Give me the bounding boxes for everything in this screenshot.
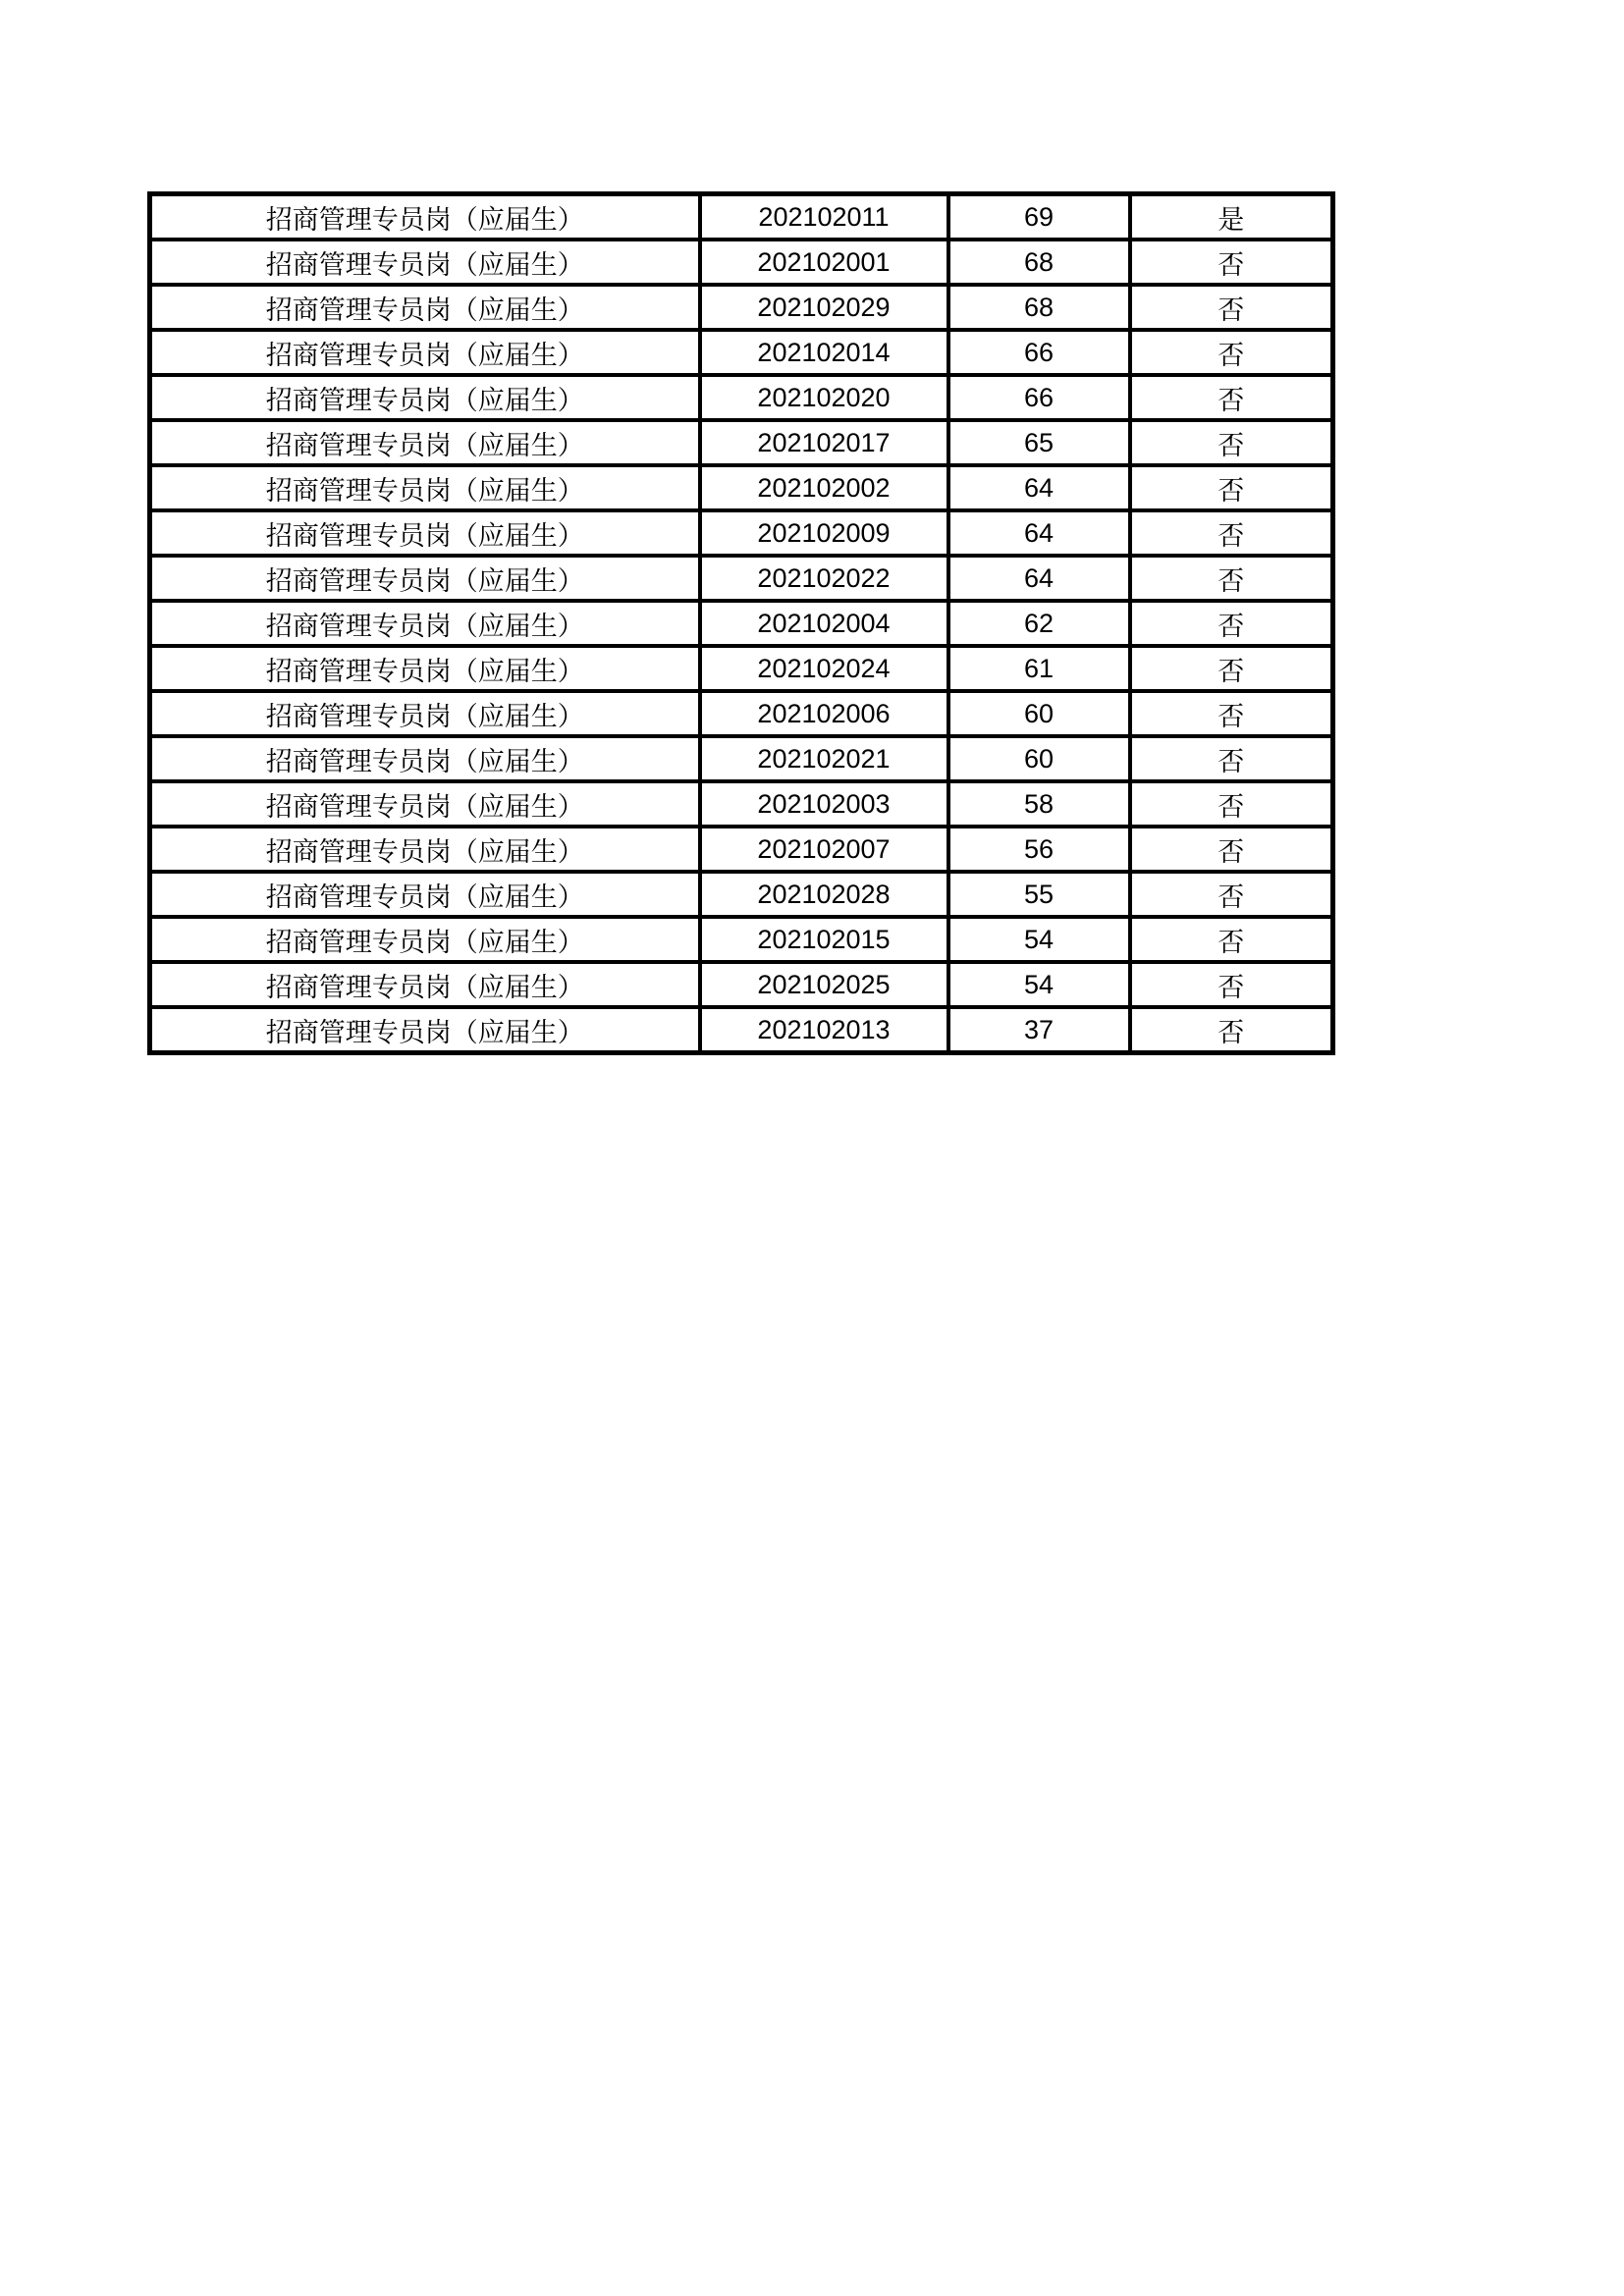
- table-row: [150, 330, 1333, 375]
- cell-score: 64: [948, 556, 1130, 601]
- cell-position: 招商管理专员岗（应届生）: [150, 240, 700, 285]
- cell-position: 招商管理专员岗（应届生）: [150, 691, 700, 736]
- cell-score: 54: [948, 917, 1130, 962]
- cell-position: 招商管理专员岗（应届生）: [150, 917, 700, 962]
- cell-flag: 否: [1130, 556, 1333, 601]
- cell-score: 55: [948, 872, 1130, 917]
- cell-candidate-id: 202102004: [700, 601, 948, 646]
- cell-flag: 是: [1130, 194, 1333, 240]
- cell-candidate-id: 202102029: [700, 285, 948, 330]
- cell-flag: 否: [1130, 240, 1333, 285]
- cell-candidate-id: 202102022: [700, 556, 948, 601]
- cell-flag: 否: [1130, 601, 1333, 646]
- table-row: [150, 962, 1333, 1007]
- table-row: [150, 601, 1333, 646]
- cell-score: 64: [948, 465, 1130, 510]
- table-row: [150, 420, 1333, 465]
- cell-flag: 否: [1130, 375, 1333, 420]
- cell-candidate-id: 202102025: [700, 962, 948, 1007]
- cell-position: 招商管理专员岗（应届生）: [150, 781, 700, 827]
- cell-flag: 否: [1130, 330, 1333, 375]
- cell-score: 64: [948, 510, 1130, 556]
- table-row: [150, 872, 1333, 917]
- cell-score: 54: [948, 962, 1130, 1007]
- table-row: [150, 646, 1333, 691]
- cell-flag: 否: [1130, 736, 1333, 781]
- cell-score: 69: [948, 194, 1130, 240]
- cell-position: 招商管理专员岗（应届生）: [150, 510, 700, 556]
- cell-candidate-id: 202102015: [700, 917, 948, 962]
- cell-position: 招商管理专员岗（应届生）: [150, 1007, 700, 1053]
- cell-candidate-id: 202102021: [700, 736, 948, 781]
- cell-score: 61: [948, 646, 1130, 691]
- cell-score: 56: [948, 827, 1130, 872]
- cell-candidate-id: 202102028: [700, 872, 948, 917]
- table-row: [150, 1007, 1333, 1053]
- cell-position: 招商管理专员岗（应届生）: [150, 330, 700, 375]
- cell-position: 招商管理专员岗（应届生）: [150, 646, 700, 691]
- cell-score: 62: [948, 601, 1130, 646]
- table-row: [150, 827, 1333, 872]
- cell-position: 招商管理专员岗（应届生）: [150, 736, 700, 781]
- cell-candidate-id: 202102011: [700, 194, 948, 240]
- cell-flag: 否: [1130, 646, 1333, 691]
- cell-position: 招商管理专员岗（应届生）: [150, 285, 700, 330]
- cell-score: 60: [948, 691, 1130, 736]
- cell-candidate-id: 202102024: [700, 646, 948, 691]
- cell-candidate-id: 202102020: [700, 375, 948, 420]
- cell-score: 60: [948, 736, 1130, 781]
- cell-candidate-id: 202102009: [700, 510, 948, 556]
- cell-flag: 否: [1130, 465, 1333, 510]
- cell-position: 招商管理专员岗（应届生）: [150, 827, 700, 872]
- cell-position: 招商管理专员岗（应届生）: [150, 556, 700, 601]
- table-row: [150, 375, 1333, 420]
- cell-candidate-id: 202102002: [700, 465, 948, 510]
- cell-candidate-id: 202102013: [700, 1007, 948, 1053]
- cell-score: 58: [948, 781, 1130, 827]
- cell-position: 招商管理专员岗（应届生）: [150, 375, 700, 420]
- cell-position: 招商管理专员岗（应届生）: [150, 420, 700, 465]
- table-row: [150, 510, 1333, 556]
- cell-candidate-id: 202102007: [700, 827, 948, 872]
- cell-score: 66: [948, 375, 1130, 420]
- cell-candidate-id: 202102014: [700, 330, 948, 375]
- table-row: [150, 556, 1333, 601]
- cell-position: 招商管理专员岗（应届生）: [150, 194, 700, 240]
- score-table: [147, 191, 1335, 1055]
- cell-score: 68: [948, 240, 1130, 285]
- table-row: [150, 285, 1333, 330]
- cell-score: 37: [948, 1007, 1130, 1053]
- cell-candidate-id: 202102003: [700, 781, 948, 827]
- table-row: [150, 194, 1333, 240]
- cell-score: 68: [948, 285, 1130, 330]
- cell-flag: 否: [1130, 1007, 1333, 1053]
- cell-position: 招商管理专员岗（应届生）: [150, 601, 700, 646]
- cell-flag: 否: [1130, 962, 1333, 1007]
- cell-flag: 否: [1130, 691, 1333, 736]
- cell-candidate-id: 202102001: [700, 240, 948, 285]
- table-row: [150, 781, 1333, 827]
- cell-score: 66: [948, 330, 1130, 375]
- cell-flag: 否: [1130, 510, 1333, 556]
- cell-candidate-id: 202102006: [700, 691, 948, 736]
- cell-candidate-id: 202102017: [700, 420, 948, 465]
- table-row: [150, 691, 1333, 736]
- cell-flag: 否: [1130, 917, 1333, 962]
- table-row: [150, 917, 1333, 962]
- cell-flag: 否: [1130, 827, 1333, 872]
- cell-flag: 否: [1130, 420, 1333, 465]
- score-table-body: [150, 194, 1333, 1053]
- table-row: [150, 240, 1333, 285]
- table-row: [150, 736, 1333, 781]
- cell-position: 招商管理专员岗（应届生）: [150, 465, 700, 510]
- table-row: [150, 465, 1333, 510]
- cell-score: 65: [948, 420, 1130, 465]
- cell-flag: 否: [1130, 781, 1333, 827]
- cell-position: 招商管理专员岗（应届生）: [150, 962, 700, 1007]
- cell-flag: 否: [1130, 872, 1333, 917]
- cell-position: 招商管理专员岗（应届生）: [150, 872, 700, 917]
- cell-flag: 否: [1130, 285, 1333, 330]
